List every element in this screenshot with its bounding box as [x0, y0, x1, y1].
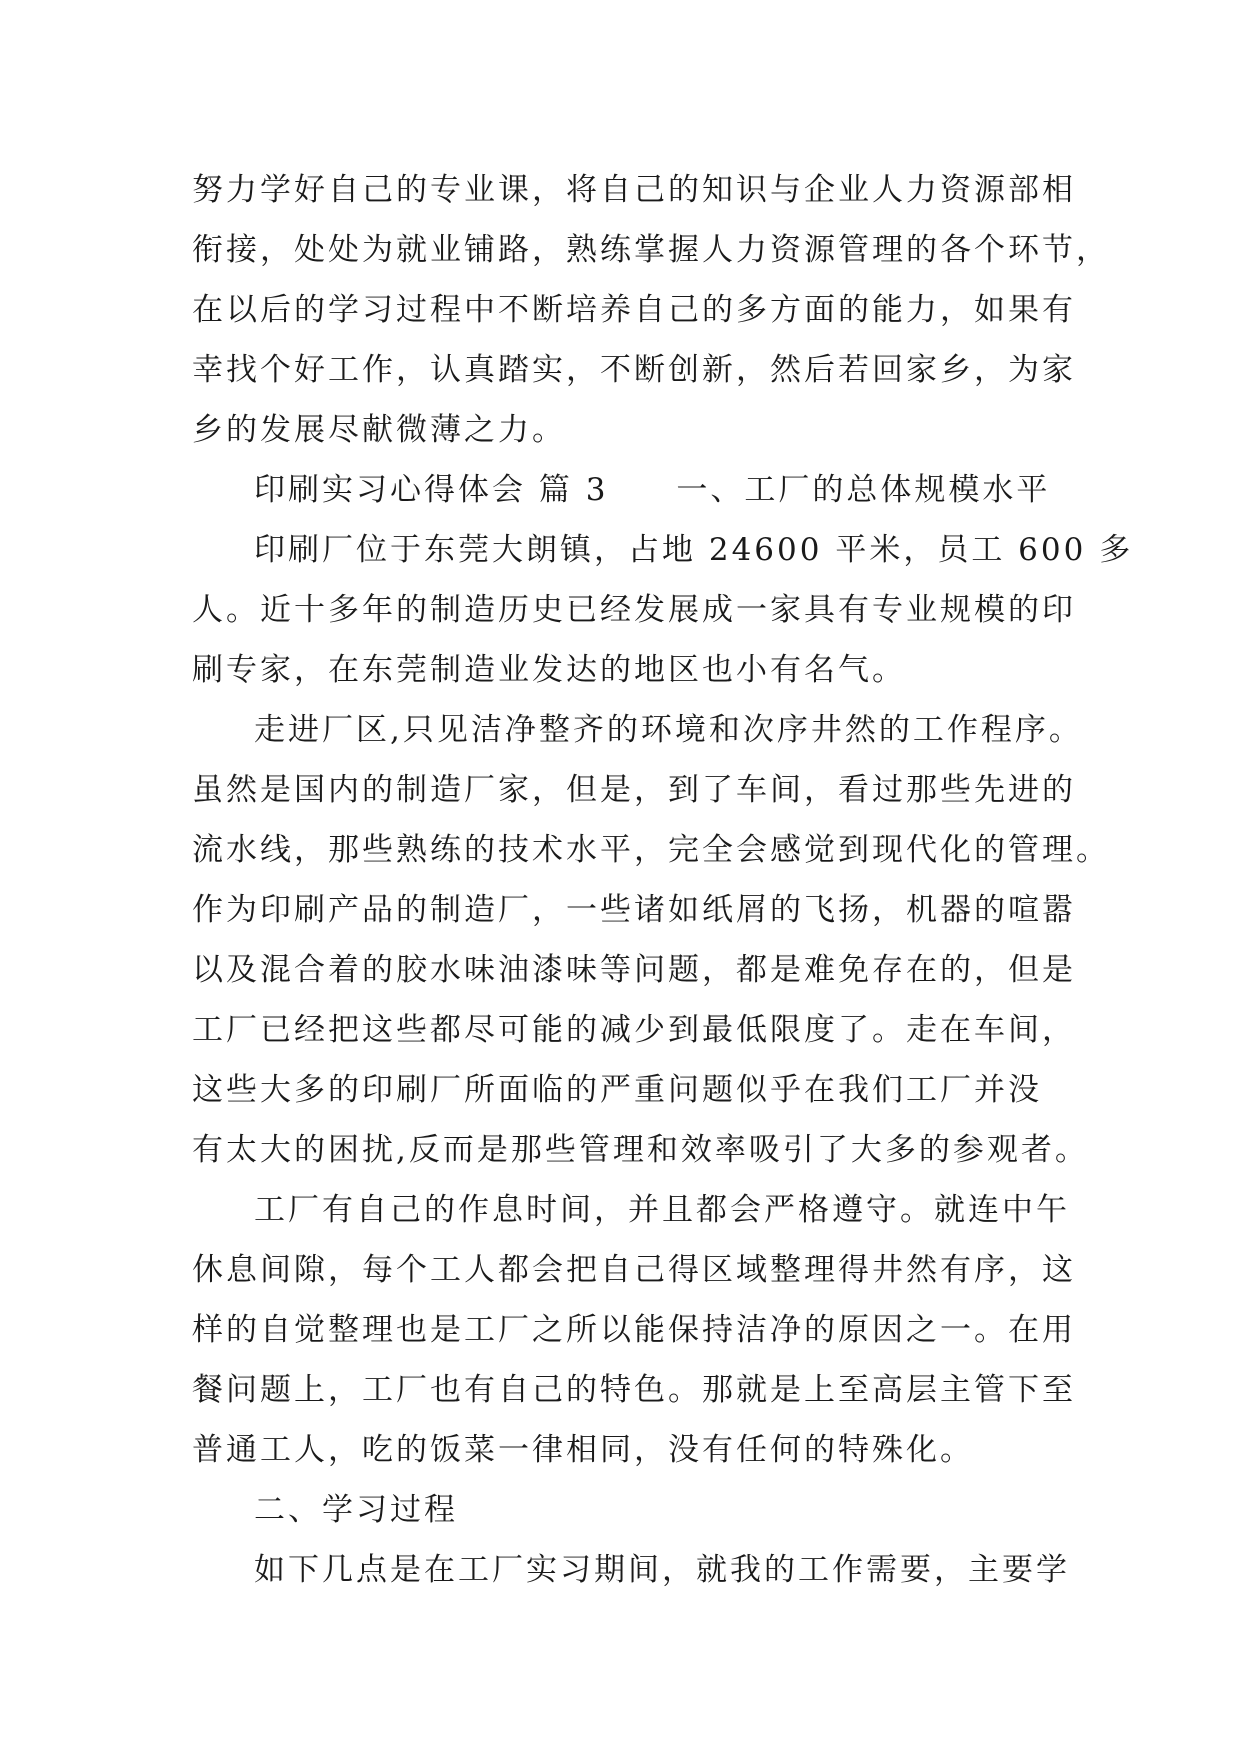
text-line: 走进厂区,只见洁净整齐的环境和次序井然的工作程序。: [254, 712, 1083, 748]
text-line: 样的自觉整理也是工厂之所以能保持洁净的原因之一。在用: [192, 1312, 1076, 1348]
document-body: [192, 160, 1134, 1600]
section-heading-line: 印刷实习心得体会 篇 3 一、工厂的总体规模水平: [254, 472, 1051, 508]
text-line: 休息间隙，每个工人都会把自己得区域整理得井然有序，这: [192, 1252, 1076, 1288]
section-heading-line: 二、学习过程: [254, 1492, 458, 1528]
text-line: 幸找个好工作，认真踏实，不断创新，然后若回家乡，为家: [192, 352, 1076, 388]
text-line: 在以后的学习过程中不断培养自己的多方面的能力，如果有: [192, 292, 1076, 328]
text-line: 餐问题上，工厂也有自己的特色。那就是上至高层主管下至: [192, 1372, 1076, 1408]
text-line: 流水线，那些熟练的技术水平，完全会感觉到现代化的管理。: [192, 832, 1110, 868]
text-line: 刷专家，在东莞制造业发达的地区也小有名气。: [192, 652, 906, 688]
text-line: 这些大多的印刷厂所面临的严重问题似乎在我们工厂并没: [192, 1072, 1042, 1108]
text-line: 衔接，处处为就业铺路，熟练掌握人力资源管理的各个环节，: [192, 232, 1110, 268]
text-line: 作为印刷产品的制造厂，一些诸如纸屑的飞扬，机器的喧嚣: [192, 892, 1076, 928]
text-line: 工厂有自己的作息时间，并且都会严格遵守。就连中午: [254, 1192, 1070, 1228]
text-line: 普通工人，吃的饭菜一律相同，没有任何的特殊化。: [192, 1432, 974, 1468]
text-line: 工厂已经把这些都尽可能的减少到最低限度了。走在车间，: [192, 1012, 1076, 1048]
text-line: 如下几点是在工厂实习期间，就我的工作需要，主要学: [254, 1552, 1070, 1588]
text-line: 乡的发展尽献微薄之力。: [192, 412, 566, 448]
text-line: 虽然是国内的制造厂家，但是，到了车间，看过那些先进的: [192, 772, 1076, 808]
text-line: 努力学好自己的专业课，将自己的知识与企业人力资源部相: [192, 172, 1076, 208]
text-line: 以及混合着的胶水味油漆味等问题，都是难免存在的，但是: [192, 952, 1076, 988]
text-line: 印刷厂位于东莞大朗镇，占地 24600 平米，员工 600 多: [254, 532, 1134, 568]
text-line: 人。近十多年的制造历史已经发展成一家具有专业规模的印: [192, 592, 1076, 628]
text-line: 有太大的困扰,反而是那些管理和效率吸引了大多的参观者。: [192, 1132, 1089, 1168]
